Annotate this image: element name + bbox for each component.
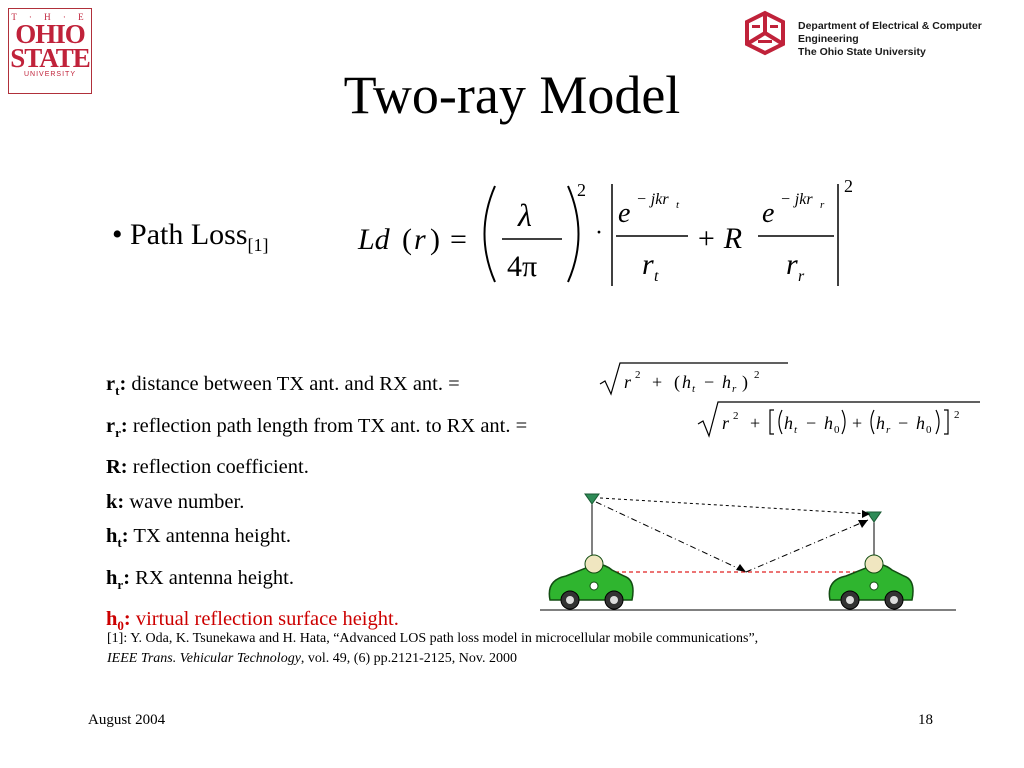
def-text: reflection coefficient. [127, 456, 309, 479]
sqrt2-h3: h [876, 413, 885, 433]
formula-power-2: 2 [844, 176, 853, 196]
def-colon: : [121, 525, 129, 548]
formula-paren-open: ( [402, 223, 412, 256]
sqrt-formula-rt [598, 360, 792, 398]
sqrt2-h2: h [824, 413, 833, 433]
sqrt1-exp2: 2 [754, 369, 760, 381]
sqrt1-close: ) [742, 372, 748, 392]
def-text: TX antenna height. [128, 525, 292, 548]
reflected-ray-outgoing [746, 520, 868, 572]
formula-dot: · [595, 220, 603, 246]
footer-page-number: 18 [918, 712, 933, 728]
sqrt2-minus-1: − [806, 413, 817, 433]
osu-logo-the: T · H · E [11, 12, 89, 22]
sqrt2-plus: + [750, 413, 761, 433]
sqrt2-exp2: 2 [954, 409, 960, 421]
rx-car-icon [829, 555, 913, 609]
reference-details: , vol. 49, (6) pp.2121-2125, Nov. 2000 [300, 651, 517, 666]
formula-plus-r: + R [696, 222, 743, 255]
sqrt2-paren-close-2 [936, 410, 939, 434]
sqrt2-r-sub: r [886, 424, 891, 436]
bullet-text: • Path Loss [112, 218, 248, 251]
path-loss-bullet [112, 218, 269, 256]
sqrt2-paren-open-1 [779, 410, 782, 434]
reference-journal: IEEE Trans. Vehicular Technology [107, 651, 301, 666]
formula-exp-2-sub: r [820, 199, 825, 211]
def-sub: r [115, 424, 121, 440]
sqrt2-exp: 2 [733, 410, 739, 422]
formula-power-1: 2 [577, 180, 586, 200]
def-text: wave number. [124, 490, 245, 513]
sqrt1-minus: − [704, 372, 715, 392]
bullet-ref: [1] [247, 235, 269, 255]
formula-paren-close: ) [430, 223, 440, 256]
sqrt1-exp: 2 [635, 369, 641, 381]
slide-title: Two-ray Model [343, 65, 681, 125]
sqrt2-h4: h [916, 413, 925, 433]
big-paren-left [485, 186, 496, 282]
formula-exp-2: − jkr [780, 191, 813, 208]
path-loss-formula [350, 170, 870, 295]
sqrt1-h: h [682, 372, 691, 392]
reference-line-1: [1]: Y. Oda, K. Tsunekawa and H. Hata, “Advanced LOS path loss model in microcellular mobile communications”, [107, 631, 759, 646]
definition-k [106, 485, 527, 520]
def-sub: r [117, 576, 124, 592]
formula-exp-1: − jkr [636, 191, 669, 208]
formula-exp-1-sub: t [676, 199, 680, 211]
def-sub: t [117, 535, 122, 551]
def-sym: k: [106, 490, 125, 513]
reflected-ray-arrow-1 [736, 564, 746, 572]
definition-rr [106, 409, 527, 451]
osu-logo-ohio: OHIO [15, 19, 85, 49]
sqrt1-t: t [692, 383, 696, 395]
ece-logo-icon [742, 10, 788, 56]
formula-r: r [414, 223, 426, 256]
sqrt1-h2: h [722, 372, 731, 392]
definition-ht [106, 519, 527, 561]
formula-4pi: 4π [507, 250, 538, 283]
def-sym: h [106, 608, 118, 631]
big-paren-right [568, 186, 579, 282]
def-sym: r [106, 373, 116, 395]
def-sym: h [106, 566, 118, 589]
def-colon: : [123, 608, 131, 631]
footer-date: August 2004 [88, 712, 166, 728]
def-colon: : [119, 373, 127, 395]
formula-rr: r [786, 248, 798, 281]
sqrt1-r: r [624, 372, 632, 392]
def-text: reflection path length from TX ant. to RX ant. = [127, 414, 528, 437]
department-line-1: Department of Electrical & Computer Engineering [798, 20, 982, 45]
def-text: distance between TX ant. and RX ant. = [126, 373, 460, 395]
sqrt1-r2: r [732, 383, 737, 395]
sqrt2-minus-2: − [898, 413, 909, 433]
sqrt2-plus-2: + [852, 413, 863, 433]
sqrt-formula-rr [696, 398, 986, 442]
def-text: virtual reflection surface height. [130, 608, 399, 631]
formula-e2: e [762, 198, 775, 229]
def-sub: 0 [117, 618, 124, 634]
sqrt2-bracket-open [770, 410, 774, 434]
sqrt1-plus: + [652, 372, 663, 392]
sqrt2-bracket-close [944, 410, 948, 434]
def-colon: : [123, 566, 131, 589]
osu-logo-state: STATE [10, 43, 90, 73]
definition-hr [106, 561, 527, 603]
def-sym: h [106, 525, 118, 548]
def-sym: R: [106, 456, 128, 479]
formula-lambda: λ [518, 197, 532, 233]
osu-logo-university: UNIVERSITY [23, 71, 76, 78]
sqrt2-r: r [722, 413, 730, 433]
formula-e1: e [618, 198, 631, 229]
department-line-2: The Ohio State University [798, 46, 926, 58]
def-sub: t [115, 383, 120, 399]
formula-rt-sub: t [654, 268, 659, 285]
formula-equals: = [450, 223, 467, 256]
tx-car-icon [549, 555, 633, 609]
reflected-ray-incident [596, 502, 746, 572]
sqrt2-h1: h [784, 413, 793, 433]
formula-rr-sub: r [798, 268, 805, 285]
sqrt1-open: ( [674, 372, 680, 392]
definition-rt [106, 367, 527, 409]
def-sym: r [106, 414, 116, 437]
definition-list [106, 367, 527, 644]
direct-ray [600, 498, 870, 514]
formula-ld: Ld [358, 223, 390, 256]
direct-ray-arrow [862, 510, 870, 518]
sqrt2-paren-open-2 [871, 410, 874, 434]
sqrt2-zero-1: 0 [834, 424, 840, 436]
rx-antenna-icon [867, 512, 881, 522]
sqrt2-paren-close-1 [842, 410, 845, 434]
def-colon: : [120, 414, 128, 437]
def-text: RX antenna height. [130, 566, 294, 589]
formula-rt: r [642, 248, 654, 281]
sqrt2-t: t [794, 424, 798, 436]
department-header [798, 20, 1024, 59]
reference-line-2 [107, 649, 758, 669]
reflected-ray-arrow-2 [858, 520, 868, 528]
sqrt2-zero-2: 0 [926, 424, 932, 436]
definition-r [106, 450, 527, 485]
reference-citation [107, 629, 758, 669]
two-ray-diagram [540, 488, 960, 616]
